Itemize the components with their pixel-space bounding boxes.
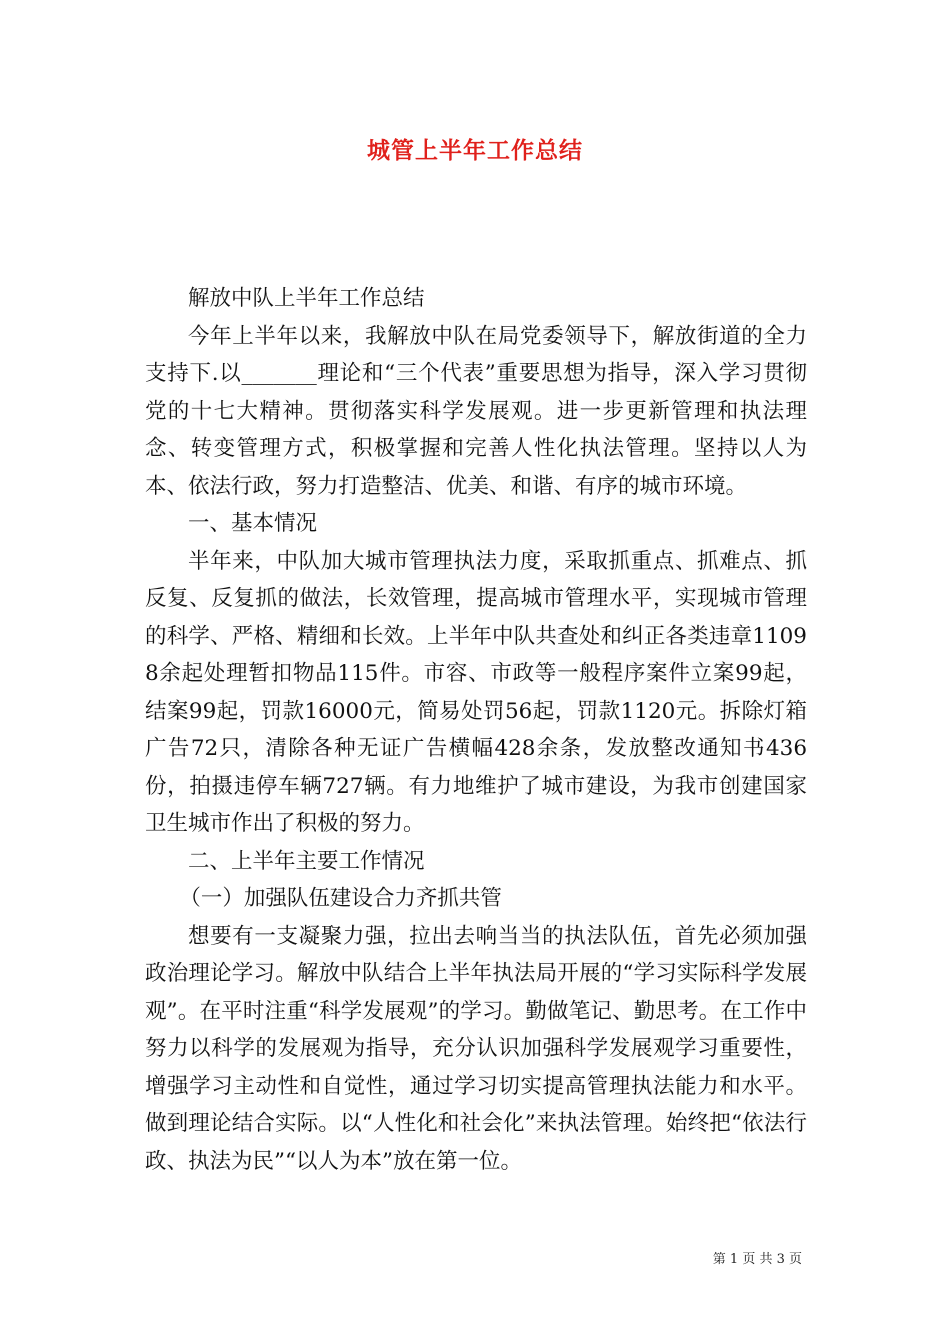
basic-situation-paragraph: 半年来，中队加大城市管理执法力度，采取抓重点、抓难点、抓反复、反复抓的做法，长效管理，提高城市管理水平，实现城市管理的科学、严格、精细和长效。上半年中队共查处和纠正各类违章11098余起处理暂扣物品115件。市容、市政等一般程序案件立案99起，结案99起，罚款16000元，简易处罚56起，罚款1120元。拆除灯箱广告72只，清除各种无证广告横幅428余条，发放整改通知书436份，拍摄违停车辆727辆。有力地维护了城市建设，为我市创建国家卫生城市作出了积极的努力。 xyxy=(145,548,807,836)
subsection-heading-team: （一）加强队伍建设合力齐抓共管 xyxy=(179,886,502,911)
section-subtitle: 解放中队上半年工作总结 xyxy=(188,286,425,311)
document-body xyxy=(145,280,807,1180)
section-heading-basic: 一、基本情况 xyxy=(188,511,318,536)
section-heading-main-work: 二、上半年主要工作情况 xyxy=(188,848,425,874)
document-title: 城管上半年工作总结 xyxy=(367,138,583,164)
intro-paragraph: 今年上半年以来，我解放中队在局党委领导下，解放街道的全力支持下.以_______理论和“三个代表”重要思想为指导，深入学习贯彻党的十七大精神。贯彻落实科学发展观。进一步更新管理和执法理念、转变管理方式，积极掌握和完善人性化执法管理。坚持以人为本、依法行政，努力打造整洁、优美、和谐、有序的城市环境。 xyxy=(145,323,807,499)
page-number-footer: 第 1 页 共 3 页 xyxy=(712,1252,802,1267)
team-building-paragraph: 想要有一支凝聚力强，拉出去响当当的执法队伍，首先必须加强政治理论学习。解放中队结合上半年执法局开展的“学习实际科学发展观”。在平时注重“科学发展观”的学习。勤做笔记、勤思考。在工作中努力以科学的发展观为指导，充分认识加强科学发展观学习重要性，增强学习主动性和自觉性，通过学习切实提高管理执法能力和水平。做到理论结合实际。以“人性化和社会化”来执法管理。始终把“依法行政、执法为民”“以人为本”放在第一位。 xyxy=(145,923,807,1174)
